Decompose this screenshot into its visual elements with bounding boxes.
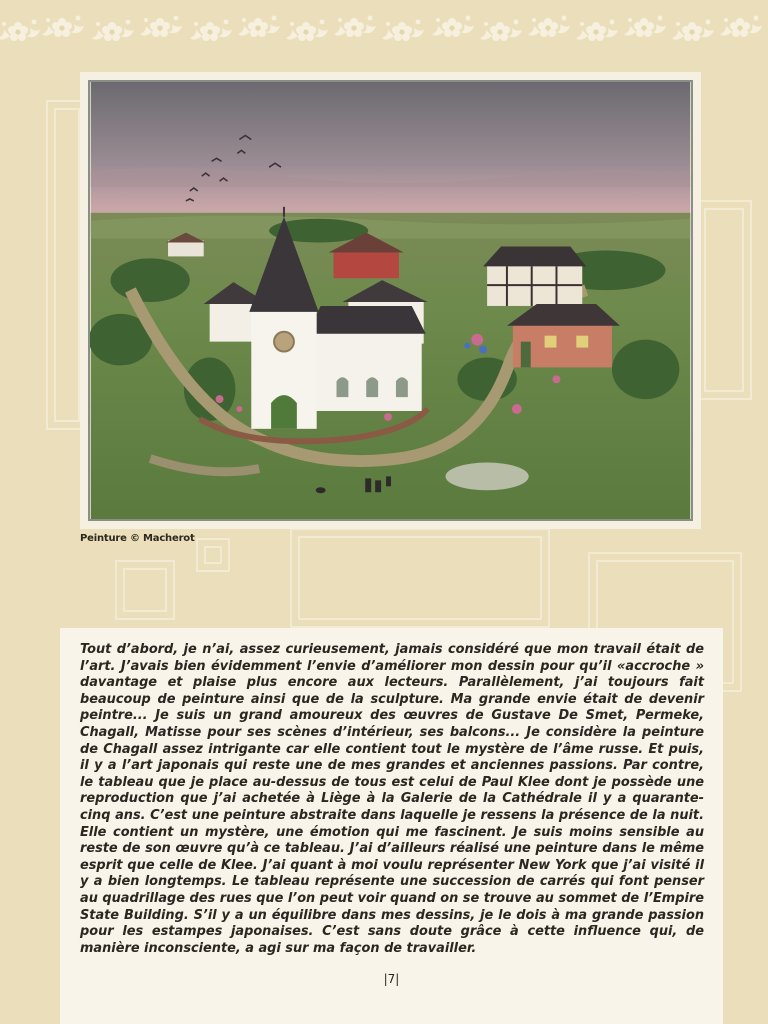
text-panel	[60, 628, 723, 1024]
figure-caption: Peinture © Macherot	[80, 533, 195, 544]
decorative-square	[196, 538, 230, 572]
village-painting	[88, 80, 693, 521]
floral-border	[0, 10, 768, 50]
painting-frame	[80, 72, 701, 529]
article-body: Tout d’abord, je n’ai, assez curieusement, jamais considéré que mon travail était de l’art. J’avais bien évidemment l’envie d’améliorer mon dessin pour qu’il «accroche » davantage et plaise plus encore aux lecteurs. Parallèlement, j’ai toujours fait beaucoup de peinture ainsi que de la sculpture. Ma grande envie était de devenir peintre... Je suis un grand amoureux des œuvres de Gustave De Smet, Permeke, Chagall, Matisse pour ses scènes d’intérieur, ses balcons... Je considère la peinture de Chagall assez intrigante car elle contient tout le mystère de l’âme russe. Et puis, il y a l’art japonais qui reste une de mes grandes et anciennes passions. Par contre, le tableau que je place au-dessus de tous est celui de Paul Klee dont je possède une reproduction que j’ai achetée à Liège à la Galerie de la Cathédrale il y a quarante-cinq ans. C’est une peinture abstraite dans laquelle je ressens la présence de la nuit. Elle contient un mystère, une émotion qui me fascinent. Je suis moins sensible au reste de son œuvre qu’à ce tableau. J’ai d’ailleurs réalisé une peinture dans le même esprit que celle de Klee. J’ai quant à moi voulu représenter New York que j’ai visité il y a bien longtemps. Le tableau représente une succession de carrés qui font penser au quadrillage des rues que l’on peut voir quand on se trouve au sommet de l’Empire State Building. S’il y a un équilibre dans mes dessins, je le dois à ma grande passion pour les estampes japonaises. C’est sans doute grâce à cette influence qui, de manière inconsciente, a agi sur ma façon de travailler.	[80, 642, 704, 956]
page-number: |7|	[383, 972, 400, 986]
decorative-square	[290, 528, 550, 628]
decorative-square	[115, 560, 175, 620]
decorative-square	[696, 200, 752, 400]
